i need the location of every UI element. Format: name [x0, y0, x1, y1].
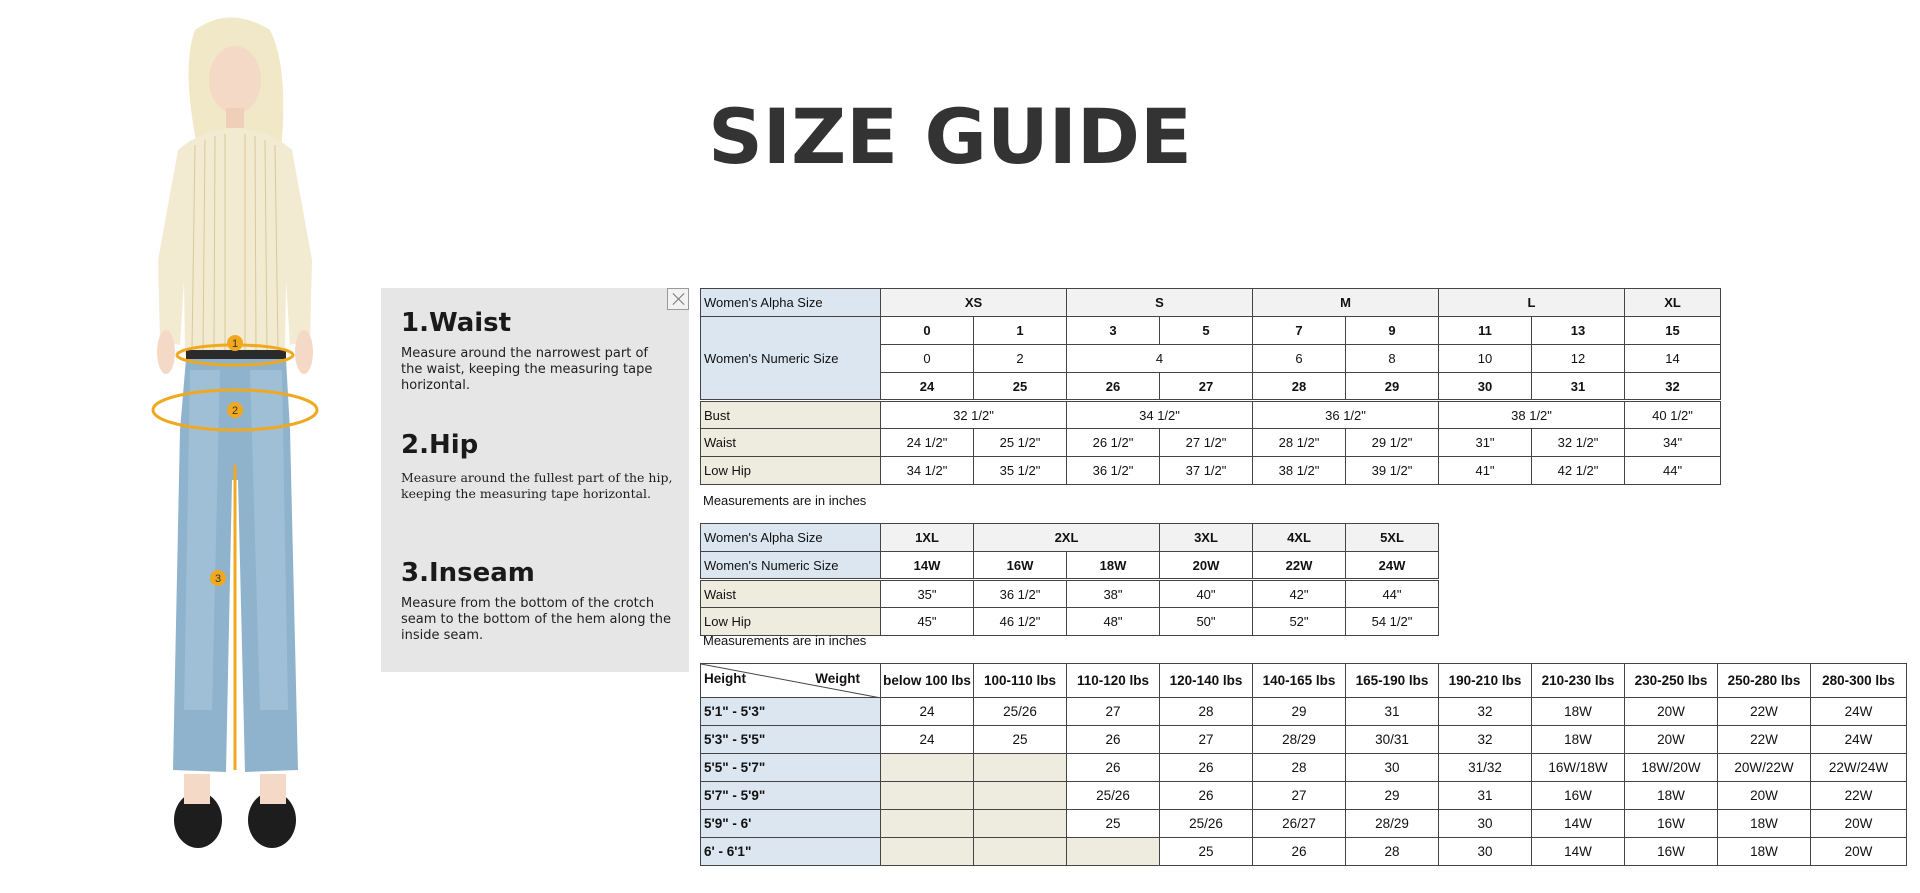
waist-marker-number: 1 [231, 338, 239, 350]
table-cell: 8 [1346, 345, 1439, 373]
table-cell: 35 1/2" [974, 457, 1067, 485]
table-cell: 27 [1160, 373, 1253, 401]
table-cell: 18W [1718, 810, 1811, 838]
table-cell: 20W [1811, 810, 1907, 838]
empty-cell [881, 782, 974, 810]
empty-cell [974, 754, 1067, 782]
table-cell: 15 [1625, 317, 1721, 345]
table-cell: 27 [1067, 698, 1160, 726]
row-label: 5'3" - 5'5" [701, 726, 881, 754]
column-header: 140-165 lbs [1253, 664, 1346, 698]
table-cell: 24W [1811, 726, 1907, 754]
table-cell: 31/32 [1439, 754, 1532, 782]
table-cell: 22W/24W [1811, 754, 1907, 782]
column-header: 110-120 lbs [1067, 664, 1160, 698]
table-cell: 36 1/2" [974, 580, 1067, 608]
table-cell: 16W [1625, 810, 1718, 838]
waist-heading: 1.Waist [401, 308, 512, 338]
row-label: Women's Alpha Size [701, 524, 881, 552]
table-cell: 22W [1253, 552, 1346, 580]
column-header: 120-140 lbs [1160, 664, 1253, 698]
row-label: Waist [701, 429, 881, 457]
row-label: 5'9" - 6' [701, 810, 881, 838]
table-cell: 18W [1532, 698, 1625, 726]
row-label: Women's Alpha Size [701, 289, 881, 317]
table-cell: S [1067, 289, 1253, 317]
table-cell: 29 [1253, 698, 1346, 726]
row-label: Low Hip [701, 608, 881, 636]
table-row [701, 401, 1721, 429]
table-cell: 0 [881, 317, 974, 345]
table-cell: 13 [1532, 317, 1625, 345]
table-row [701, 552, 1439, 580]
table-row [701, 838, 1907, 866]
table-cell: 3XL [1160, 524, 1253, 552]
row-label: Women's Numeric Size [701, 552, 881, 580]
measurement-note: Measurements are in inches [703, 493, 867, 508]
waist-description: Measure around the narrowest part of the waist, keeping the measuring tape horizontal. [401, 346, 653, 393]
table-row [701, 726, 1907, 754]
table-cell: 27 1/2" [1160, 429, 1253, 457]
column-header: 280-300 lbs [1811, 664, 1907, 698]
table-cell: 18W [1532, 726, 1625, 754]
table-cell: 29 [1346, 373, 1439, 401]
table-cell: 24W [1811, 698, 1907, 726]
table-cell: 1 [974, 317, 1067, 345]
table-row [701, 754, 1907, 782]
row-label: Bust [701, 401, 881, 429]
table-cell: 32 1/2" [1532, 429, 1625, 457]
table-cell: 34 1/2" [1067, 401, 1253, 429]
empty-cell [1067, 838, 1160, 866]
table-cell: 28 [1346, 838, 1439, 866]
table-cell: 25 [1067, 810, 1160, 838]
table-cell: 45" [881, 608, 974, 636]
table-cell: 9 [1346, 317, 1439, 345]
table-cell: 20W [1160, 552, 1253, 580]
table-cell: 42" [1253, 580, 1346, 608]
table-cell: 26/27 [1253, 810, 1346, 838]
table-cell: 36 1/2" [1067, 457, 1160, 485]
table-cell: 20W [1718, 782, 1811, 810]
table-cell: 54 1/2" [1346, 608, 1439, 636]
table-cell: 18W [1625, 782, 1718, 810]
table-row [701, 457, 1721, 485]
table-cell: 10 [1439, 345, 1532, 373]
table-cell: 16W [974, 552, 1067, 580]
table-cell: 24 1/2" [881, 429, 974, 457]
size-table-regular [700, 288, 1721, 485]
table-cell: 28/29 [1253, 726, 1346, 754]
table-cell: 26 [1160, 754, 1253, 782]
table-cell: XS [881, 289, 1067, 317]
table-cell: 39 1/2" [1346, 457, 1439, 485]
empty-cell [881, 754, 974, 782]
table-cell: 27 [1160, 726, 1253, 754]
height-weight-table [700, 663, 1907, 866]
table-cell: 5XL [1346, 524, 1439, 552]
table-cell: L [1439, 289, 1625, 317]
table-cell: 42 1/2" [1532, 457, 1625, 485]
table-cell: 26 [1067, 754, 1160, 782]
table-cell: 26 [1253, 838, 1346, 866]
table-cell: 30 [1346, 754, 1439, 782]
measurement-note-plus: Measurements are in inches [703, 633, 867, 648]
row-label: Low Hip [701, 457, 881, 485]
table-cell: 25/26 [974, 698, 1067, 726]
table-cell: 16W/18W [1532, 754, 1625, 782]
table-cell: 30 [1439, 838, 1532, 866]
close-icon[interactable] [667, 288, 689, 310]
table-cell: 25 [974, 726, 1067, 754]
table-cell: 38 1/2" [1253, 457, 1346, 485]
table-cell: 24 [881, 726, 974, 754]
table-cell: 2XL [974, 524, 1160, 552]
table-cell: 50" [1160, 608, 1253, 636]
table-cell: 3 [1067, 317, 1160, 345]
table-cell: 24W [1346, 552, 1439, 580]
table-cell: 14W [881, 552, 974, 580]
column-header: 210-230 lbs [1532, 664, 1625, 698]
table-cell: 38 1/2" [1439, 401, 1625, 429]
table-cell: 36 1/2" [1253, 401, 1439, 429]
table-cell: 20W [1625, 726, 1718, 754]
table-cell: 2 [974, 345, 1067, 373]
table-cell: 14W [1532, 810, 1625, 838]
table-cell: 26 [1160, 782, 1253, 810]
inseam-heading: 3.Inseam [401, 558, 535, 588]
empty-cell [881, 810, 974, 838]
table-cell: 14 [1625, 345, 1721, 373]
table-cell: 26 1/2" [1067, 429, 1160, 457]
table-cell: 22W [1718, 698, 1811, 726]
table-cell: 40 1/2" [1625, 401, 1721, 429]
size-table-plus [700, 523, 1439, 636]
table-row [701, 782, 1907, 810]
table-cell: 32 1/2" [881, 401, 1067, 429]
table-cell: 41" [1439, 457, 1532, 485]
column-header: 190-210 lbs [1439, 664, 1532, 698]
table-cell: 28 [1253, 754, 1346, 782]
table-cell: 27 [1253, 782, 1346, 810]
table-cell: 20W [1811, 838, 1907, 866]
hip-marker-number: 2 [231, 405, 239, 417]
table-cell: 37 1/2" [1160, 457, 1253, 485]
table-cell: 35" [881, 580, 974, 608]
height-header: Height [704, 671, 746, 686]
empty-cell [974, 782, 1067, 810]
table-cell: 18W [1718, 838, 1811, 866]
row-label: 5'1" - 5'3" [701, 698, 881, 726]
table-cell: 25/26 [1160, 810, 1253, 838]
table-cell: 0 [881, 345, 974, 373]
table-cell: 4XL [1253, 524, 1346, 552]
table-cell: 22W [1811, 782, 1907, 810]
table-cell: 28 [1160, 698, 1253, 726]
table-cell: 12 [1532, 345, 1625, 373]
table-cell: 28 [1253, 373, 1346, 401]
row-label: Waist [701, 580, 881, 608]
table-cell: 48" [1067, 608, 1160, 636]
table-row [701, 608, 1439, 636]
table-row [701, 317, 1721, 345]
table-row [701, 429, 1721, 457]
table-cell: 16W [1625, 838, 1718, 866]
table-cell: 30/31 [1346, 726, 1439, 754]
table-cell: 25 [1160, 838, 1253, 866]
table-cell: 25/26 [1067, 782, 1160, 810]
table-cell: 28 1/2" [1253, 429, 1346, 457]
table-cell: M [1253, 289, 1439, 317]
corner-header [701, 664, 881, 698]
table-cell: 20W/22W [1718, 754, 1811, 782]
table-cell: 26 [1067, 726, 1160, 754]
table-cell: 52" [1253, 608, 1346, 636]
column-header: 250-280 lbs [1718, 664, 1811, 698]
row-label: 6' - 6'1" [701, 838, 881, 866]
table-cell: 14W [1532, 838, 1625, 866]
empty-cell [974, 838, 1067, 866]
weight-header: Weight [815, 671, 860, 686]
table-cell: 24 [881, 698, 974, 726]
table-cell: 31" [1439, 429, 1532, 457]
table-cell: 24 [881, 373, 974, 401]
table-cell: 26 [1067, 373, 1160, 401]
hip-heading: 2.Hip [401, 430, 479, 460]
empty-cell [974, 810, 1067, 838]
column-header: 230-250 lbs [1625, 664, 1718, 698]
row-label: 5'5" - 5'7" [701, 754, 881, 782]
table-cell: 16W [1532, 782, 1625, 810]
row-label: Women's Numeric Size [701, 317, 881, 401]
table-cell: 18W [1067, 552, 1160, 580]
table-cell: 32 [1439, 698, 1532, 726]
table-cell: 32 [1439, 726, 1532, 754]
table-cell: 32 [1625, 373, 1721, 401]
table-cell: 44" [1625, 457, 1721, 485]
table-row [701, 580, 1439, 608]
table-cell: 31 [1532, 373, 1625, 401]
table-row [701, 698, 1907, 726]
table-cell: 7 [1253, 317, 1346, 345]
table-cell: 29 1/2" [1346, 429, 1439, 457]
table-cell: 38" [1067, 580, 1160, 608]
table-cell: 22W [1718, 726, 1811, 754]
table-cell: 20W [1625, 698, 1718, 726]
table-cell: 28/29 [1346, 810, 1439, 838]
table-cell: 30 [1439, 373, 1532, 401]
table-cell: 4 [1067, 345, 1253, 373]
table-cell: 5 [1160, 317, 1253, 345]
table-cell: 29 [1346, 782, 1439, 810]
table-cell: 1XL [881, 524, 974, 552]
table-cell: 34 1/2" [881, 457, 974, 485]
table-cell: 6 [1253, 345, 1346, 373]
table-cell: 25 [974, 373, 1067, 401]
table-cell: 44" [1346, 580, 1439, 608]
table-cell: 46 1/2" [974, 608, 1067, 636]
table-cell: 30 [1439, 810, 1532, 838]
table-cell: XL [1625, 289, 1721, 317]
column-header: 100-110 lbs [974, 664, 1067, 698]
model-illustration [100, 10, 390, 880]
table-cell: 40" [1160, 580, 1253, 608]
table-cell: 18W/20W [1625, 754, 1718, 782]
inseam-marker-number: 3 [214, 573, 222, 585]
page-title: SIZE GUIDE [708, 92, 1192, 181]
column-header: below 100 lbs [881, 664, 974, 698]
table-row [701, 289, 1721, 317]
table-cell: 25 1/2" [974, 429, 1067, 457]
empty-cell [881, 838, 974, 866]
table-row [701, 810, 1907, 838]
table-cell: 11 [1439, 317, 1532, 345]
table-cell: 34" [1625, 429, 1721, 457]
table-cell: 31 [1346, 698, 1439, 726]
column-header: 165-190 lbs [1346, 664, 1439, 698]
table-cell: 31 [1439, 782, 1532, 810]
hip-description: Measure around the fullest part of the hip, keeping the measuring tape horizontal. [401, 470, 673, 501]
row-label: 5'7" - 5'9" [701, 782, 881, 810]
inseam-description: Measure from the bottom of the crotch seam to the bottom of the hem along the inside seam. [401, 596, 671, 643]
table-row [701, 664, 1907, 698]
measuring-guide-panel [381, 288, 689, 672]
table-row [701, 524, 1439, 552]
